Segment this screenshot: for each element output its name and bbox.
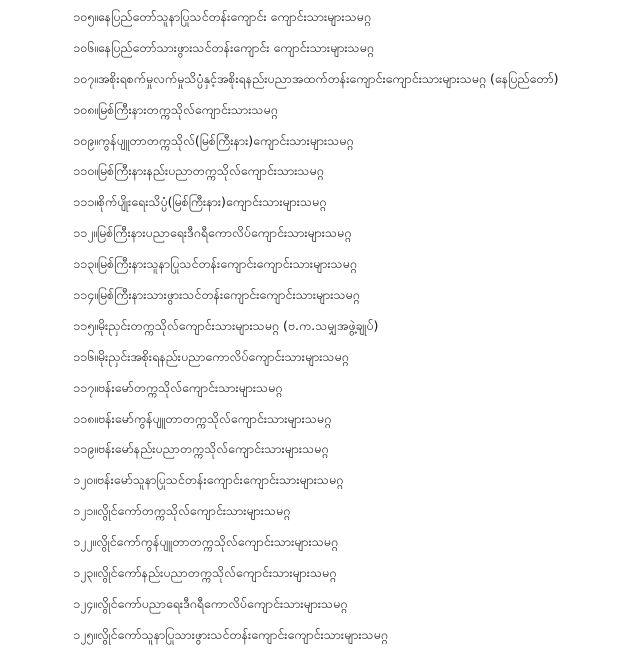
item-number: ၁၁၈။ [73, 410, 98, 426]
list-item [73, 404, 618, 435]
item-number: ၁၁၆။ [73, 348, 98, 364]
item-number: ၁၁၇။ [73, 379, 98, 395]
item-number: ၁၀၈။ [73, 101, 98, 117]
item-text: လွိုင်ကော်ကွန်ပျူတာတက္ကသိုလ်ကျောင်းသားများသမဂ္ဂ [96, 534, 339, 550]
item-number: ၁၁၂။ [73, 225, 97, 241]
list-item [73, 2, 618, 33]
item-number: ၁၂၀။ [73, 472, 97, 488]
list-item [73, 465, 618, 496]
item-text: လွိုင်ကော်တက္ကသိုလ်ကျောင်းသားများသမဂ္ဂ [97, 503, 291, 519]
list-item [73, 373, 618, 404]
list-item [73, 126, 618, 157]
item-text: ဗန်းမော်သူနာပြုသင်တန်းကျောင်းကျောင်းသားများသမဂ္ဂ [97, 472, 344, 488]
item-number: ၁၀၉။ [73, 132, 98, 148]
item-text: ကွန်ပျူတာတက္ကသိုလ်(မြစ်ကြီးနား)ကျောင်းသားများသမဂ္ဂ [97, 132, 354, 148]
item-text: အစိုးရစက်မှုလက်မှုသိပ္ပံနှင့်အစိုးရနည်းပညာအထက်တန်းကျောင်းကျောင်းသားများသမဂ္ဂ (နေပြည်တော်) [97, 70, 559, 86]
item-text: မြစ်ကြီးနားသားဖွားသင်တန်းကျောင်းကျောင်းသားများသမဂ္ဂ [97, 287, 360, 303]
item-number: ၁၁၉။ [73, 441, 98, 457]
item-text: မြစ်ကြီးနားပညာရေးဒီဂရီကောလိပ်ကျောင်းသားများသမဂ္ဂ [97, 225, 352, 241]
list-item [73, 342, 618, 373]
list-item [73, 249, 618, 280]
item-text: မြစ်ကြီးနားတက္ကသိုလ်ကျောင်းသားသမဂ္ဂ [98, 101, 278, 117]
item-number: ၁၂၂။ [73, 534, 97, 550]
item-number: ၁၁၅။ [73, 317, 98, 333]
item-text: ဗန်းမော်တက္ကသိုလ်ကျောင်းသားများသမဂ္ဂ [97, 379, 283, 395]
item-number: ၁၁၁။ [73, 194, 98, 210]
item-text: လွိုင်ကော်နည်းပညာတက္ကသိုလ်ကျောင်းသားများသမဂ္ဂ [97, 565, 337, 581]
list-item [73, 218, 618, 249]
list-item [73, 156, 618, 187]
item-text: မြစ်ကြီးနားသူနာပြုသင်တန်းကျောင်းကျောင်းသားများသမဂ္ဂ [97, 256, 357, 272]
item-number: ၁၂၄။ [73, 595, 97, 611]
list-item [73, 434, 618, 465]
item-text: ဗန်းမော်ကွန်ပျူတာတက္ကသိုလ်ကျောင်းသားများသမဂ္ဂ [98, 410, 332, 426]
list-item [73, 95, 618, 126]
item-text: လွိုင်ကော်သူနာပြုသားဖွားသင်တန်းကျောင်းကျောင်းသားများသမဂ္ဂ [97, 626, 388, 642]
list-item [73, 527, 618, 558]
item-text: မိုးညှင်းအစိုးရနည်းပညာကောလိပ်ကျောင်းသားများသမဂ္ဂ [97, 348, 349, 364]
list-item [73, 187, 618, 218]
item-number: ၁၂၁။ [73, 503, 97, 519]
item-text: နေပြည်တော်သူနာပြုသင်တန်းကျောင်း ကျောင်းသားများသမဂ္ဂ [97, 9, 371, 24]
list-item [73, 496, 618, 527]
list-item [73, 558, 618, 589]
item-number: ၁၂၅။ [73, 626, 97, 642]
item-text: နေပြည်တော်သားဖွားသင်တန်းကျောင်း ကျောင်းသားများသမဂ္ဂ [97, 39, 374, 55]
item-number: ၁၀၅။ [73, 9, 98, 24]
list-item [73, 33, 618, 64]
list-item [73, 589, 618, 620]
item-text: စိုက်ပျိုးရေးသိပ္ပံ(မြစ်ကြီးနား)ကျောင်းသားများသမဂ္ဂ [97, 194, 327, 210]
union-list [73, 2, 618, 651]
item-text: မိုးညှင်းတက္ကသိုလ်ကျောင်းသားများသမဂ္ဂ (ဗ.က.သမျှအဖွဲ့ချုပ်) [97, 317, 379, 333]
item-number: ၁၁၃။ [73, 256, 98, 272]
item-text: ဗန်းမော်နည်းပညာတက္ကသိုလ်ကျောင်းသားများသမဂ္ဂ [97, 441, 329, 457]
item-text: လွိုင်ကော်ပညာရေးဒီဂရီကောလိပ်ကျောင်းသားများသမဂ္ဂ [97, 595, 348, 611]
item-number: ၁၁၄။ [73, 287, 98, 303]
list-item [73, 64, 618, 95]
list-item [73, 311, 618, 342]
item-number: ၁၁၀။ [73, 163, 98, 179]
item-number: ၁၀၆။ [73, 39, 98, 55]
list-item [73, 280, 618, 311]
list-item [73, 620, 618, 651]
item-number: ၁၂၃။ [73, 565, 97, 581]
item-text: မြစ်ကြီးနားနည်းပညာတက္ကသိုလ်ကျောင်းသားသမဂ္ဂ [97, 163, 324, 179]
item-number: ၁၀၇။ [73, 70, 98, 86]
